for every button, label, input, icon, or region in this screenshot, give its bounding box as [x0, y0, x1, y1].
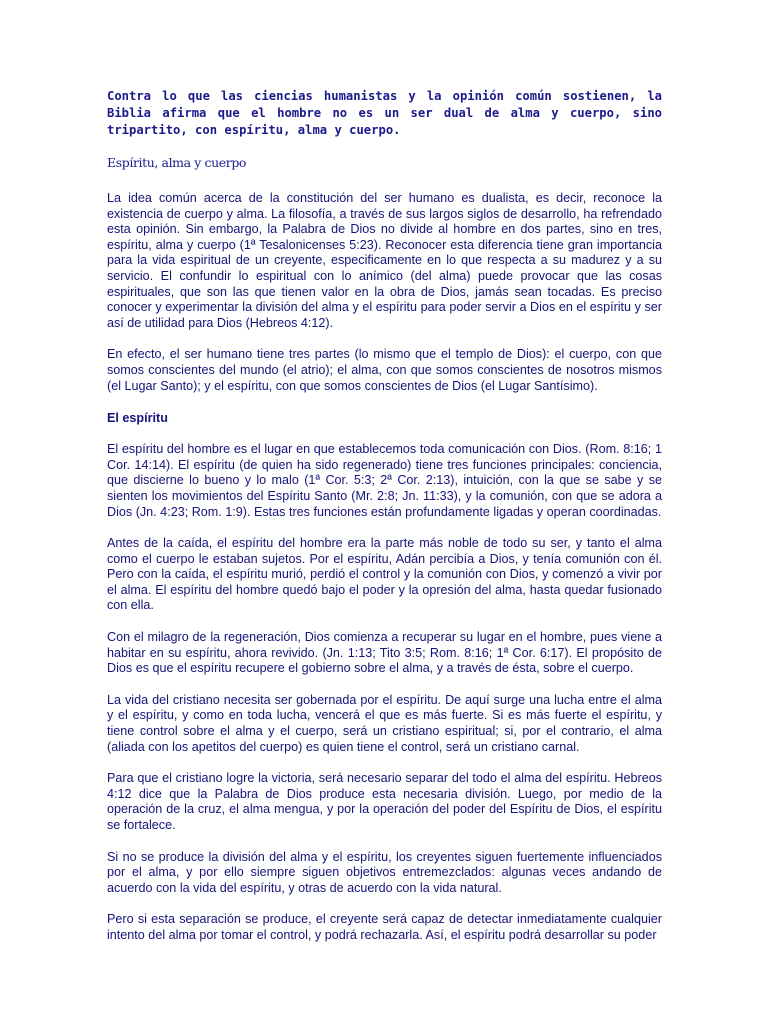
body-paragraph: El espíritu del hombre es el lugar en que establecemos toda comunicación con Dios. (Rom. 8:16; 1 Cor. 14:14). El espíritu (de quien ha sido regenerado) tiene tres funciones principales: conciencia, que discierne lo bueno y lo malo (1ª Cor. 5:3; 2ª Cor. 2:13), intuición, con la que se sabe y se sienten los movimientos del Espíritu Santo (Mr. 2:8; Jn. 11:33), y la comunión, con que se adora a Dios (Jn. 4:23; Rom. 1:9). Estas tres funciones están profundamente ligadas y operan coordinadas. — [107, 442, 662, 519]
body-paragraph: Antes de la caída, el espíritu del hombre era la parte más noble de todo su ser, y tanto el alma como el cuerpo le estaban sujetos. Por el espíritu, Adán percibía a Dios, y tenía comunión con él. Pero con la caída, el espíritu murió, perdió el control y la comunión con Dios, y comenzó a vivir por el alma. El espíritu del hombre quedó bajo el poder y la opresión del alma, hasta quedar fusionado con ella. — [107, 536, 662, 613]
intro-paragraph: Contra lo que las ciencias humanistas y la opinión común sostienen, la Biblia afirma que el hombre no es un ser dual de alma y cuerpo, sino tripartito, con espíritu, alma y cuerpo. — [107, 89, 662, 137]
body-paragraph: Para que el cristiano logre la victoria, será necesario separar del todo el alma del espíritu. Hebreos 4:12 dice que la Palabra de Dios produce esta necesaria división. Luego, por medio de la operación de la cruz, el alma mengua, y por la operación del poder del Espíritu de Dios, el espíritu se fortalece. — [107, 771, 662, 832]
body-paragraph: En efecto, el ser humano tiene tres partes (lo mismo que el templo de Dios): el cuerpo, con que somos conscientes del mundo (el atrio); el alma, con que somos conscientes de nosotros mismos (el Lugar Santo); y el espíritu, con que somos conscientes de Dios (el Lugar Santísimo). — [107, 347, 662, 393]
body-paragraph: La vida del cristiano necesita ser gobernada por el espíritu. De aquí surge una lucha entre el alma y el espíritu, y como en toda lucha, vencerá el que es más fuerte. Si es más fuerte el espíritu, y tiene control sobre el alma y el cuerpo, será un cristiano espiritual; si, por el contrario, el alma (aliada con los apetitos del cuerpo) es quien tiene el control, será un cristiano carnal. — [107, 692, 662, 754]
document-page — [107, 88, 662, 960]
section-subtitle: Espíritu, alma y cuerpo — [107, 155, 247, 170]
section-heading: El espíritu — [107, 411, 168, 426]
body-paragraph: Pero si esta separación se produce, el creyente será capaz de detectar inmediatamente cualquier intento del alma por tomar el control, y podrá rechazarla. Así, el espíritu podrá desarrollar su poder — [107, 912, 662, 942]
body-paragraph: La idea común acerca de la constitución del ser humano es dualista, es decir, reconoce la existencia de cuerpo y alma. La filosofía, a través de sus largos siglos de desarrollo, ha refrendado esta opinión. Sin embargo, la Palabra de Dios no divide al hombre en dos partes, sino en tres, espíritu, alma y cuerpo (1ª Tesalonicenses 5:23). Reconocer esta diferencia tiene gran importancia para la vida espiritual de un creyente, especificamente en lo que respecta a su madurez y a su servicio. El confundir lo espiritual con lo anímico (del alma) puede provocar que las cosas espirituales, que son las que tienen valor en la obra de Dios, jamás sean tocadas. Es preciso conocer y experimentar la división del alma y el espíritu para poder servir a Dios en el espíritu y ser así de utilidad para Dios (Hebreos 4:12). — [107, 191, 662, 330]
body-paragraph: Si no se produce la división del alma y el espíritu, los creyentes siguen fuertemente influenciados por el alma, y por ello siempre siguen objetivos entremezclados: algunas veces andando de acuerdo con la vida del espíritu, y otras de acuerdo con la vida natural. — [107, 849, 662, 895]
body-paragraph: Con el milagro de la regeneración, Dios comienza a recuperar su lugar en el hombre, pues viene a habitar en su espíritu, ahora revivido. (Jn. 1:13; Tito 3:5; Rom. 8:16; 1ª Cor. 6:17). El propósito de Dios es que el espíritu recupere el gobierno sobre el alma, y a través de ésta, sobre el cuerpo. — [107, 630, 662, 676]
